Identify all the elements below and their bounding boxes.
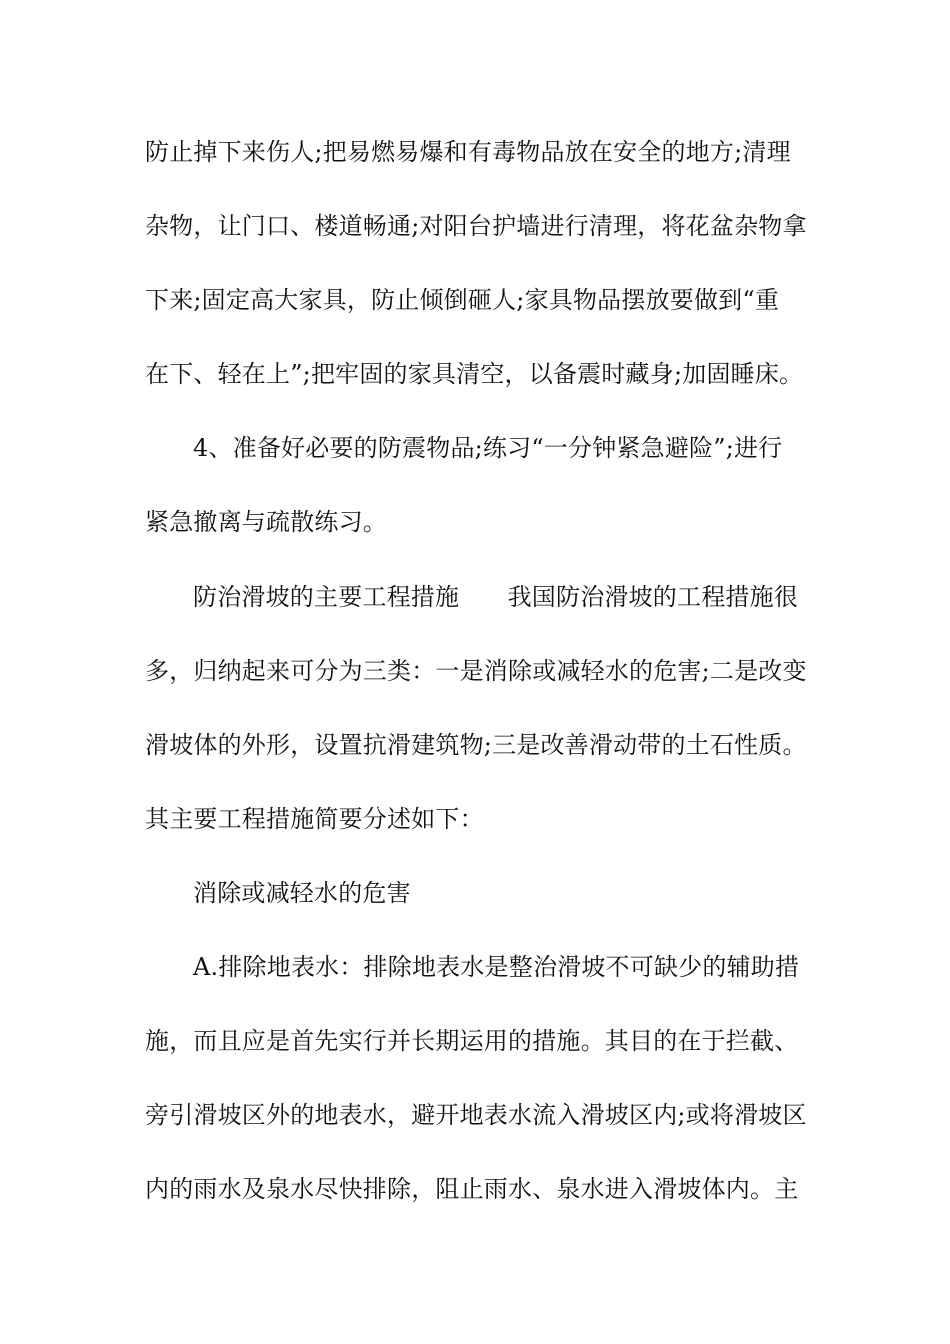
text-line: 其主要工程措施简要分述如下： (145, 805, 484, 833)
text-line: 滑坡体的外形，设置抗滑建筑物;三是改善滑动带的土石性质。 (145, 731, 807, 759)
text-line: 施，而且应是首先实行并长期运用的措施。其目的在于拦截、 (145, 1027, 799, 1055)
text-line: 旁引滑坡区外的地表水，避开地表水流入滑坡区内;或将滑坡区 (145, 1101, 807, 1129)
section-heading: 消除或减轻水的危害 (193, 879, 411, 907)
text-line: 内的雨水及泉水尽快排除，阻止雨水、泉水进入滑坡体内。主 (145, 1175, 799, 1203)
text-line: A.排除地表水：排除地表水是整治滑坡不可缺少的辅助措 (193, 953, 800, 981)
text-line: 杂物，让门口、楼道畅通;对阳台护墙进行清理，将花盆杂物拿 (145, 212, 807, 240)
text-line: 防治滑坡的主要工程措施 我国防治滑坡的工程措施很 (193, 583, 798, 611)
text-line: 4、准备好必要的防震物品;练习“一分钟紧急避险”;进行 (193, 434, 783, 462)
text-line: 多，归纳起来可分为三类：一是消除或减轻水的危害;二是改变 (145, 657, 807, 685)
text-line: 紧急撤离与疏散练习。 (145, 508, 387, 536)
text-line: 下来;固定高大家具，防止倾倒砸人;家具物品摆放要做到“重 (145, 286, 780, 314)
text-line: 防止掉下来伤人;把易燃易爆和有毒物品放在安全的地方;清理 (145, 138, 791, 166)
text-line: 在下、轻在上”;把牢固的家具清空，以备震时藏身;加固睡床。 (145, 360, 804, 388)
